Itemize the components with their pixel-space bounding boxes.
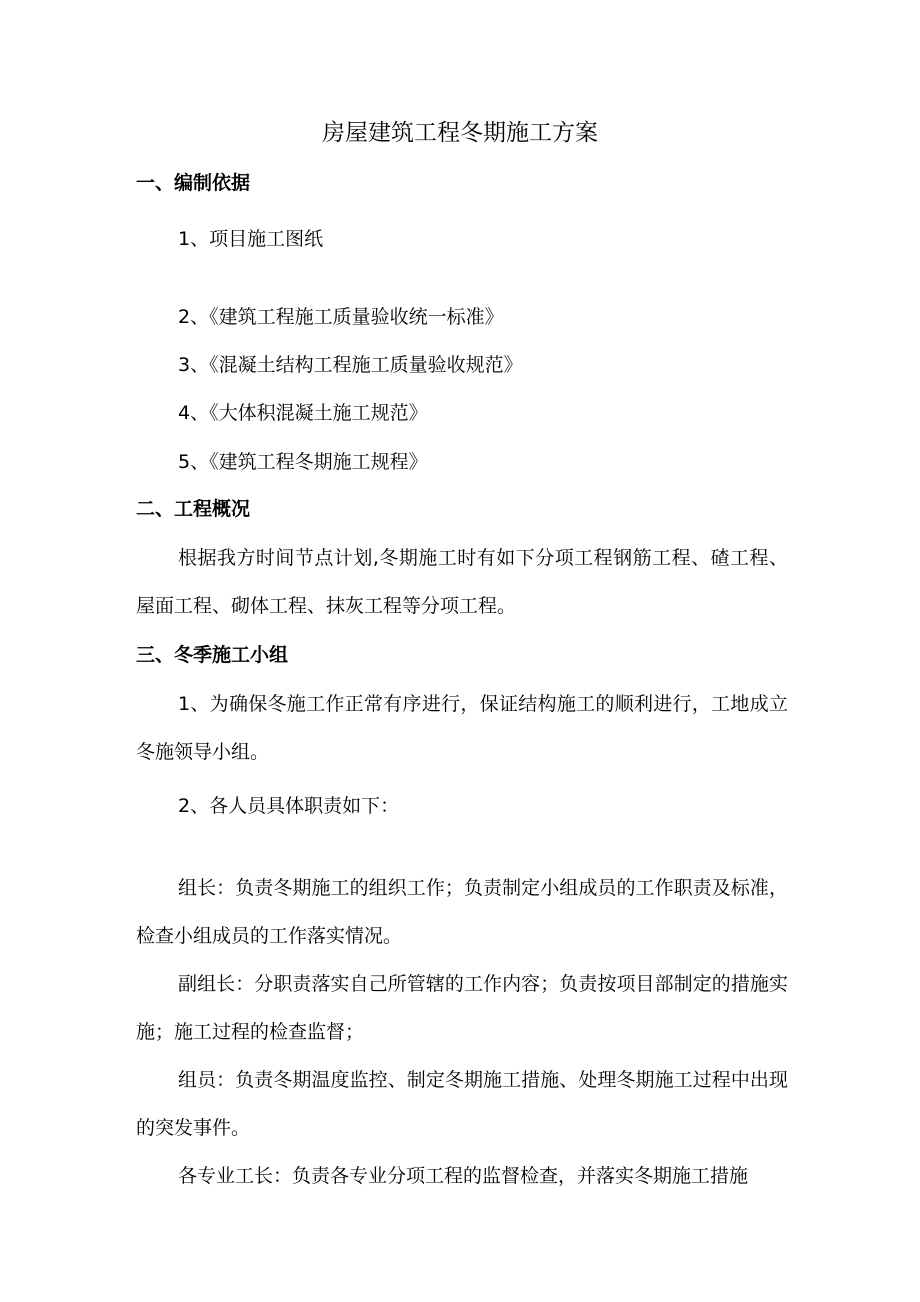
- document-title: 房屋建筑工程冬期施工方案: [322, 120, 598, 146]
- paragraph: 副组长：分职责落实自己所管辖的工作内容；负责按项目部制定的措施实施；施工过程的检查监督；: [136, 973, 788, 1043]
- list-item: 1、项目施工图纸: [178, 228, 324, 250]
- paragraph: 各专业工长：负责各专业分项工程的监督检查，并落实冬期施工措施: [178, 1165, 749, 1187]
- list-item: 3、《混凝土结构工程施工质量验收规范》: [178, 354, 523, 376]
- list-item: 4、《大体积混凝土施工规范》: [178, 402, 428, 424]
- section-heading-team: 三、冬季施工小组: [136, 644, 289, 666]
- paragraph: 2、各人员具体职责如下：: [178, 795, 400, 817]
- section-heading-overview: 二、工程概况: [136, 498, 251, 520]
- paragraph: 组员：负责冬期温度监控、制定冬期施工措施、处理冬期施工过程中出现的突发事件。: [136, 1069, 788, 1139]
- section-heading-basis: 一、编制依据: [136, 172, 251, 194]
- list-item: 2、《建筑工程施工质量验收统一标准》: [178, 306, 504, 328]
- paragraph: 根据我方时间节点计划,冬期施工时有如下分项工程钢筋工程、碴工程、屋面工程、砌体工程、抹灰工程等分项工程。: [136, 547, 788, 617]
- paragraph: 组长：负责冬期施工的组织工作；负责制定小组成员的工作职责及标准，检查小组成员的工作落实情况。: [136, 877, 788, 947]
- paragraph: 1、为确保冬施工作正常有序进行，保证结构施工的顺利进行，工地成立冬施领导小组。: [136, 693, 788, 763]
- list-item: 5、《建筑工程冬期施工规程》: [178, 451, 428, 473]
